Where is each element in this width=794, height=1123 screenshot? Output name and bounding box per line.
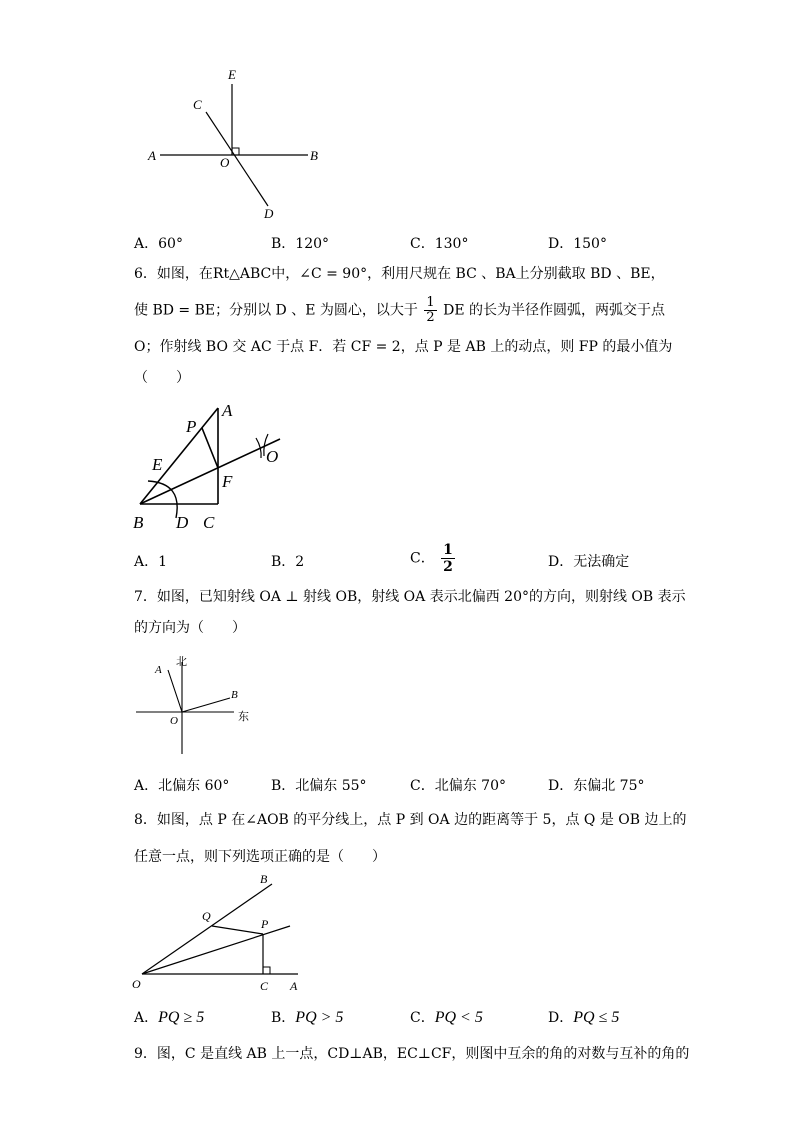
q7-stem-line1: 7．如图，已知射线 OA ⊥ 射线 OB，射线 OA 表示北偏西 20°的方向，则射线 OB 表示 (134, 589, 686, 605)
segment-pf (202, 428, 218, 468)
q8-stem-line2: 任意一点，则下列选项正确的是（ ） (134, 849, 386, 865)
q5-option-c: C．130° (410, 236, 469, 252)
label-p: P (186, 417, 197, 436)
label-b: B (133, 513, 144, 532)
q6-stem-line4: （ ） (134, 370, 190, 386)
label-c: C (193, 97, 202, 112)
segment-pq (212, 926, 263, 934)
q9-stem-line1: 9．图，C 是直线 AB 上一点，CD⊥AB，EC⊥CF，则图中互余的角的对数与互补的角的 (134, 1046, 690, 1062)
arc-o-1 (256, 438, 261, 458)
label-d: D (264, 206, 274, 221)
label-q: Q (202, 909, 211, 923)
q6-option-d: D．无法确定 (548, 554, 630, 570)
label-e: E (152, 455, 163, 474)
label-o: O (266, 447, 279, 466)
ray-ob (182, 698, 230, 712)
figure-q5 (140, 62, 340, 222)
q6-option-c: C． $\frac{1}{2}$ (410, 542, 453, 575)
label-c: C (203, 513, 215, 532)
q7-option-b: B．北偏东 55° (271, 778, 367, 794)
label-p: P (261, 917, 269, 931)
figure-q6 (128, 398, 298, 536)
label-b: B (231, 689, 238, 701)
q6-option-a: A．1 (134, 554, 168, 570)
q5-option-a: A．60° (134, 236, 183, 252)
q8-option-c: C．PQ < 5 (410, 1009, 483, 1026)
label-a: A (290, 979, 298, 993)
arc-de (148, 481, 177, 518)
q6-stem-line3: O；作射线 BO 交 AC 于点 F．若 CF = 2，点 P 是 AB 上的动点，则 FP 的最小值为 (134, 339, 673, 355)
q7-option-d: D．东偏北 75° (548, 778, 645, 794)
label-o: O (220, 155, 230, 170)
label-east: 东 (238, 710, 249, 723)
label-f: F (222, 472, 233, 491)
label-a: A (155, 664, 162, 676)
q5-option-b: B．120° (271, 236, 330, 252)
q7-stem-line2: 的方向为（ ） (134, 620, 246, 636)
q5-option-d: D．150° (548, 236, 607, 252)
figure-q7 (132, 650, 262, 758)
ray-ob (142, 884, 272, 974)
label-b: B (310, 148, 318, 163)
label-c: C (260, 979, 269, 993)
q6-stem-line1: 6．如图，在Rt△ABC中，∠C = 90°，利用尺规在 BC 、BA上分别截取 BD 、BE， (134, 266, 665, 282)
right-angle-mark (263, 967, 270, 974)
q8-stem-line1: 8．如图，点 P 在∠AOB 的平分线上，点 P 到 OA 边的距离等于 5，点 Q 是 OB 边上的 (134, 812, 687, 828)
label-o: O (132, 977, 141, 991)
q7-option-c: C．北偏东 70° (410, 778, 506, 794)
label-a: A (148, 148, 156, 163)
q6-fraction: $\frac{1}{2}$ (426, 295, 435, 325)
figure-q8 (130, 870, 310, 996)
q8-option-a: A．PQ ≥ 5 (134, 1009, 205, 1026)
label-o: O (170, 715, 178, 727)
q8-option-d: D．PQ ≤ 5 (548, 1009, 620, 1026)
line-cd (206, 112, 268, 206)
label-a: A (222, 401, 233, 420)
label-b: B (260, 872, 268, 886)
ray-oa (168, 670, 182, 712)
q6-stem-line2: 使 BD = BE；分别以 D 、E 为圆心，以大于 $\frac{1}{2}$ DE 的长为半径作圆弧，两弧交于点 (134, 295, 665, 325)
label-d: D (176, 513, 189, 532)
q6-option-b: B．2 (271, 554, 305, 570)
q7-option-a: A．北偏东 60° (134, 778, 230, 794)
label-e: E (228, 67, 236, 82)
q8-option-b: B．PQ > 5 (271, 1009, 344, 1026)
label-north: 北 (176, 655, 187, 668)
